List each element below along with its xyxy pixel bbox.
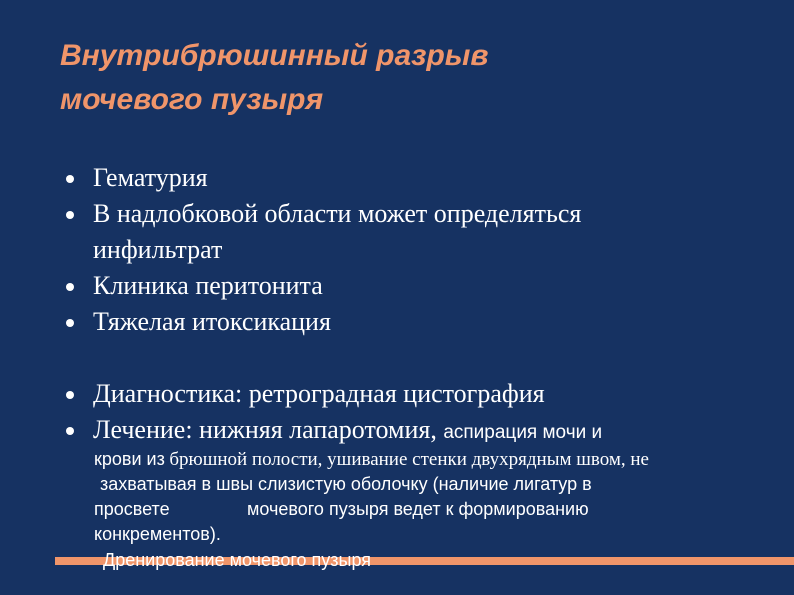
bullet-text: Клиника перитонита xyxy=(93,271,323,300)
details-line-2: захватывая в швы слизистую оболочку (наличие лигатур в xyxy=(100,474,592,494)
bullet-dot-icon xyxy=(66,175,74,183)
drainage-line: Дренирование мочевого пузыря xyxy=(103,550,372,570)
details-line-3: просвете мочевого пузыря ведет к формированию xyxy=(94,499,589,519)
bullet-dot-icon xyxy=(66,319,74,327)
bullet-item xyxy=(66,304,776,340)
bullet-text: Гематурия xyxy=(93,163,208,192)
treatment-details xyxy=(94,447,784,547)
bullet-text: Лечение: нижняя лапаротомия, xyxy=(93,415,437,444)
title-line-2: мочевого пузыря xyxy=(60,83,324,116)
bullet-dot-icon xyxy=(66,283,74,291)
bullet-dot-icon xyxy=(66,391,74,399)
bullet-text: Тяжелая итоксикация xyxy=(93,307,331,336)
bullet-text: Диагностика: ретроградная цистография xyxy=(93,379,545,408)
bullet-item xyxy=(66,376,776,412)
bullet-item xyxy=(66,160,776,196)
details-line-1: крови из брюшной полости, ушивание стенки двухрядным швом, не xyxy=(94,449,649,470)
bullet-item xyxy=(66,196,776,268)
title-line-1: Внутрибрюшинный разрыв xyxy=(60,39,489,72)
bullet-dot-icon xyxy=(66,211,74,219)
details-line-4: конкрементов). xyxy=(94,524,221,544)
bullet-item xyxy=(66,412,776,451)
bullet-text-cont: инфильтрат xyxy=(93,235,223,264)
bullet-dot-icon xyxy=(66,427,74,435)
bullet-list xyxy=(66,160,776,451)
bullet-text-small: аспирация мочи и xyxy=(443,422,603,443)
bullet-text: В надлобковой области может определяться xyxy=(93,199,582,228)
bullet-item xyxy=(66,268,776,304)
slide-title xyxy=(60,34,760,122)
